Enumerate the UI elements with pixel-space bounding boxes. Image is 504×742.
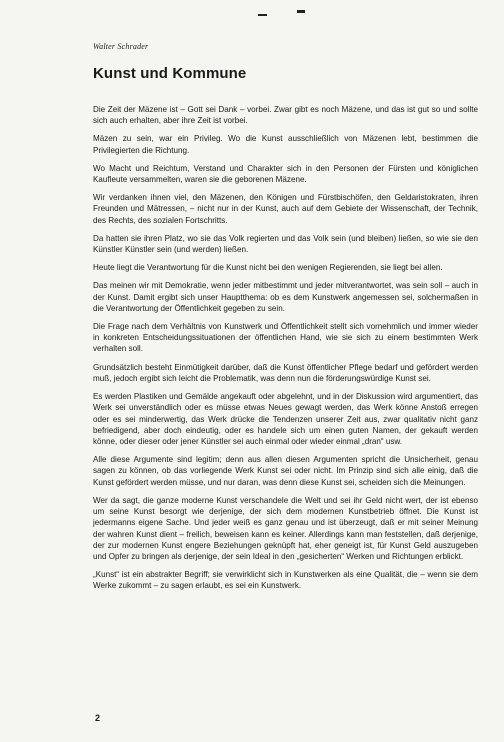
article-body bbox=[93, 104, 478, 599]
paragraph: Die Frage nach dem Verhältnis von Kunstwerk und Öffentlichkeit stellt sich vornehmlich und immer wieder in konkreten Entscheidungssituationen der öffentlichen Hand, wie sie sich zu einem bestimmten Werk verhalten soll. bbox=[93, 321, 478, 354]
paragraph: Es werden Plastiken und Gemälde angekauft oder abgelehnt, und in der Diskussion wird argumentiert, das Werk sei unverständlich oder es müsse etwas Neues gewagt werden, das Werk könne Anstoß erregen oder es sei minderwertig, das Werk drücke die Tendenzen unserer Zeit aus, zwar qualitativ nicht ganz befriedigend, aber doch eindeutig, oder es handele sich um einen guten Namen, der gekauft werden könne, oder dieser oder jener Künstler sei auch einmal oder wieder einmal „dran“ usw. bbox=[93, 392, 478, 447]
scan-mark bbox=[297, 10, 305, 13]
article-title: Kunst und Kommune bbox=[93, 65, 247, 82]
paragraph: Die Zeit der Mäzene ist – Gott sei Dank – vorbei. Zwar gibt es noch Mäzene, und das ist gut so und sollte sich auch erhalten, aber ihre Zeit ist vorbei. bbox=[93, 105, 478, 126]
paragraph: Mäzen zu sein, war ein Privileg. Wo die Kunst ausschließlich von Mäzenen lebt, bestimmen die Privilegierten die Richtung. bbox=[93, 134, 478, 155]
paragraph: Das meinen wir mit Demokratie, wenn jeder mitbestimmt und jeder mitverantwortet, was sein soll – auch in der Kunst. Damit ergibt sich unser Hauptthema: ob es dem Kunstwerk angemessen sei, solchermaßen in die Verantwortung der Öffentlichkeit gegeben zu sein. bbox=[93, 281, 478, 313]
author-name: Walter Schrader bbox=[93, 42, 149, 51]
page-number: 2 bbox=[95, 713, 101, 723]
paragraph: Wer da sagt, die ganze moderne Kunst verschandele die Welt und sei ihr Geld nicht wert, der ist ebenso um seine Kunst besorgt wie derjenige, der sich dem modernen Kunstbetrieb öffnet. Die Kunst ist jedermanns eigene Sache. Und jeder weiß es ganz genau und ist überzeugt, daß er mit seiner Meinung der wahren Kunst dient – freilich, beweisen kann es keiner. Allerdings kann man feststellen, daß derjenige, der zur modernen Kunst engere Beziehungen geknüpft hat, eher geneigt ist, für Kunst Geld auszugeben und Opfer zu bringen als derjenige, der sein Ideal in den „gesicherten“ Werken und Richtungen erblickt. bbox=[93, 495, 478, 562]
paragraph: Heute liegt die Verantwortung für die Kunst nicht bei den wenigen Regierenden, sie liegt bei allen. bbox=[93, 263, 443, 273]
paragraph: Alle diese Argumente sind legitim; denn aus allen diesen Argumenten spricht die Unsicherheit, genau sagen zu können, ob das vorliegende Werk Kunst sei oder nicht. Im Prinzip sind sich alle einig, daß die Kunst gefördert werden müsse, und nur daran, was denn diese Kunst sei, scheiden sich die Meinungen. bbox=[93, 455, 478, 487]
scan-mark bbox=[258, 14, 267, 16]
paragraph: „Kunst“ ist ein abstrakter Begriff; sie verwirklicht sich in Kunstwerken als eine Qualität, die – wenn sie dem Werke zukommt – zu sagen erlaubt, es sei ein Kunstwerk. bbox=[93, 570, 478, 591]
paragraph: Wo Macht und Reichtum, Verstand und Charakter sich in den Personen der Fürsten und königlichen Kaufleute versammelten, waren sie die geborenen Mäzene. bbox=[93, 163, 478, 185]
paragraph: Da hatten sie ihren Platz, wo sie das Volk regierten und das Volk sein (und bleiben) ließen, so wie sie den Künstler Künstler sein (und werden) ließen. bbox=[93, 233, 478, 255]
paragraph: Wir verdanken ihnen viel, den Mäzenen, den Königen und Fürstbischöfen, den Geldaristokraten, ihren Freunden und Mätressen, – nicht nur in der Kunst, auch auf dem Gebiete der Wissenschaft, der Technik, des Rechts, des sozialen Fortschritts. bbox=[93, 193, 478, 225]
paragraph: Grundsätzlich besteht Einmütigkeit darüber, daß die Kunst öffentlicher Pflege bedarf und gefördert werden muß, jedoch ergibt sich leicht die Problematik, was denn nun die förderungswürdige Kunst sei. bbox=[93, 362, 478, 383]
